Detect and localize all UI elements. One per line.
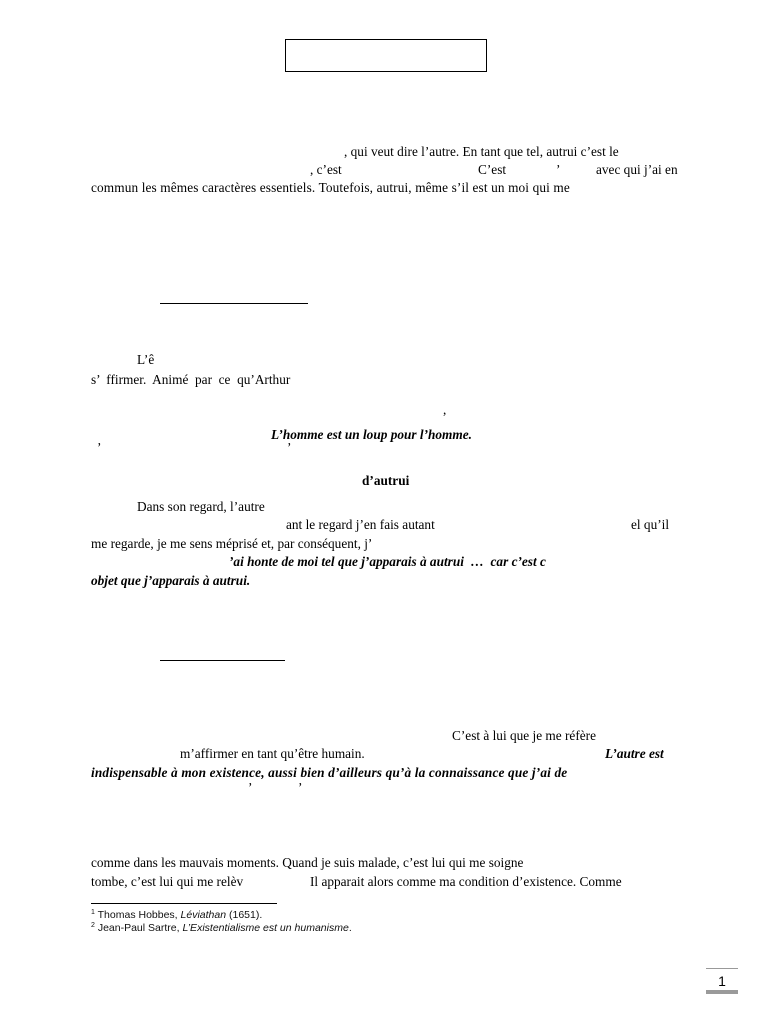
- section2-mark1: ,: [443, 402, 447, 417]
- section5-line2-a: tombe, c’est lui qui me relèv: [91, 874, 244, 889]
- paragraph1-line2-d: avec qui j’ai en: [596, 162, 678, 177]
- section2-quote: L’homme est un loup pour l’homme.: [271, 427, 472, 442]
- heading-underline-2: [160, 660, 285, 661]
- section2-mark3: ’: [287, 440, 292, 455]
- section3-line3: me regarde, je me sens méprisé et, par conséquent, j’: [91, 536, 373, 551]
- section4-line2-a: m’affirmer en tant qu’être humain.: [180, 746, 365, 761]
- heading-underline-1: [160, 303, 308, 304]
- section4-mark1: ’: [248, 780, 253, 795]
- section3-heading: d’autrui: [362, 473, 410, 488]
- section2-line1: L’ê: [137, 352, 155, 367]
- title-box: [285, 39, 487, 72]
- paragraph1-line2-c: ’: [556, 162, 561, 177]
- paragraph1-line1: , qui veut dire l’autre. En tant que tel, autrui c’est le: [344, 144, 619, 159]
- section3-line1: Dans son regard, l’autre: [137, 499, 265, 514]
- section3-quote1: ’ai honte de moi tel que j’apparais à autrui … car c’est c: [229, 554, 546, 569]
- paragraph1-line2-b: C’est: [478, 162, 507, 177]
- section3-quote2: objet que j’apparais à autrui.: [91, 573, 251, 588]
- paragraph1-line3: commun les mêmes caractères essentiels. Toutefois, autrui, même s’il est un moi qui me: [91, 180, 570, 195]
- section3-line2-a: ant le regard j’en fais autant: [286, 517, 435, 532]
- section4-quote: indispensable à mon existence, aussi bien d’ailleurs qu’à la connaissance que j’ai de: [91, 765, 568, 780]
- section2-line2: s’ ffirmer. Animé par ce qu’Arthur: [91, 372, 291, 387]
- section5-line1: comme dans les mauvais moments. Quand je suis malade, c’est lui qui me soigne: [91, 855, 524, 870]
- section5-line2-b: Il apparait alors comme ma condition d’existence. Comme: [310, 874, 622, 889]
- footnote-1: $^1$ Thomas Hobbes, Léviathan (1651).: [91, 909, 263, 921]
- section4-line2-b: L’autre est: [605, 746, 664, 761]
- page-number: 1: [706, 968, 738, 994]
- paragraph1-line2-a: , c’est: [310, 162, 342, 177]
- footnote-separator: [91, 903, 277, 904]
- section3-line2-b: el qu’il: [631, 517, 670, 532]
- section2-mark2: ’: [97, 440, 102, 455]
- section4-line1: C’est à lui que je me réfère: [452, 728, 596, 743]
- footnote-2: $^2$ Jean-Paul Sartre, L’Existentialisme est un humanisme.: [91, 922, 352, 934]
- section4-mark2: ’: [298, 780, 303, 795]
